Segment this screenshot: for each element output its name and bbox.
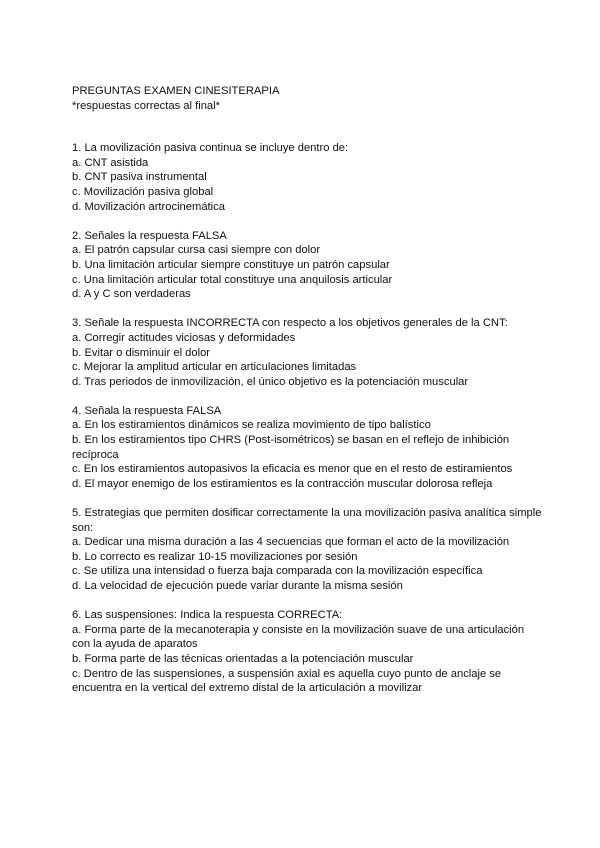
- question-text: 5. Estrategias que permiten dosificar correctamente la una movilización pasiva analítica simple son:: [72, 507, 542, 534]
- option-a: a. Dedicar una misma duración a las 4 secuencias que forman el acto de la movilización: [72, 536, 510, 549]
- question-3: [72, 316, 542, 389]
- option-a: a. El patrón capsular cursa casi siempre con dolor: [72, 244, 321, 257]
- option-c: c. Una limitación articular total constituye una anquilosis articular: [72, 273, 393, 286]
- document-content: [72, 84, 542, 710]
- question-text: 2. Señales la respuesta FALSA: [72, 229, 227, 242]
- option-a: a. En los estiramientos dinámicos se realiza movimiento de tipo balístico: [72, 419, 431, 432]
- option-c: c. En los estiramientos autopasivos la eficacia es menor que en el resto de estiramientos: [72, 463, 513, 476]
- question-4: [72, 404, 542, 492]
- document-subtitle: *respuestas correctas al final*: [72, 99, 220, 112]
- option-c: c. Dentro de las suspensiones, a suspensión axial es aquella cuyo punto de anclaje se encuentra en la vertical del extremo distal de la articulación a movilizar: [72, 667, 502, 695]
- option-d: d. Tras periodos de inmovilización, el único objetivo es la potenciación muscular: [72, 375, 469, 388]
- option-b: b. Una limitación articular siempre constituye un patrón capsular: [72, 258, 390, 271]
- option-d: d. Movilización artrocinemática: [72, 200, 225, 213]
- question-5: [72, 506, 542, 594]
- option-a: a. Corregir actitudes viciosas y deformidades: [72, 331, 296, 344]
- document-title: PREGUNTAS EXAMEN CINESITERAPIA: [72, 85, 280, 97]
- question-6: [72, 608, 542, 696]
- option-b: b. Lo correcto es realizar 10-15 movilizaciones por sesión: [72, 550, 358, 563]
- option-b: b. CNT pasiva instrumental: [72, 171, 207, 184]
- question-text: 4. Señala la respuesta FALSA: [72, 404, 222, 417]
- question-2: [72, 229, 542, 302]
- option-a: a. CNT asistida: [72, 156, 149, 169]
- option-a: a. Forma parte de la mecanoterapia y consiste en la movilización suave de una articulación con la ayuda de aparatos: [72, 623, 525, 651]
- document-header: [72, 84, 542, 113]
- question-text: 3. Señale la respuesta INCORRECTA con respecto a los objetivos generales de la CNT:: [72, 317, 508, 330]
- option-b: b. Forma parte de las técnicas orientadas a la potenciación muscular: [72, 652, 414, 665]
- option-d: d. La velocidad de ejecución puede variar durante la misma sesión: [72, 580, 403, 592]
- option-d: d. A y C son verdaderas: [72, 288, 191, 301]
- question-text: 1. La movilización pasiva continua se incluye dentro de:: [72, 142, 349, 155]
- question-text: 6. Las suspensiones: Indica la respuesta CORRECTA:: [72, 609, 343, 622]
- option-c: c. Movilización pasiva global: [72, 185, 214, 198]
- option-c: c. Mejorar la amplitud articular en articulaciones limitadas: [72, 361, 357, 374]
- option-d: d. El mayor enemigo de los estiramientos es la contracción muscular dolorosa refleja: [72, 477, 493, 490]
- option-c: c. Se utiliza una intensidad o fuerza baja comparada con la movilización específica: [72, 565, 483, 578]
- option-b: b. En los estiramientos tipo CHRS (Post-isométricos) se basan en el reflejo de inhibición recíproca: [72, 434, 510, 461]
- question-1: [72, 141, 542, 214]
- option-b: b. Evitar o disminuir el dolor: [72, 346, 211, 359]
